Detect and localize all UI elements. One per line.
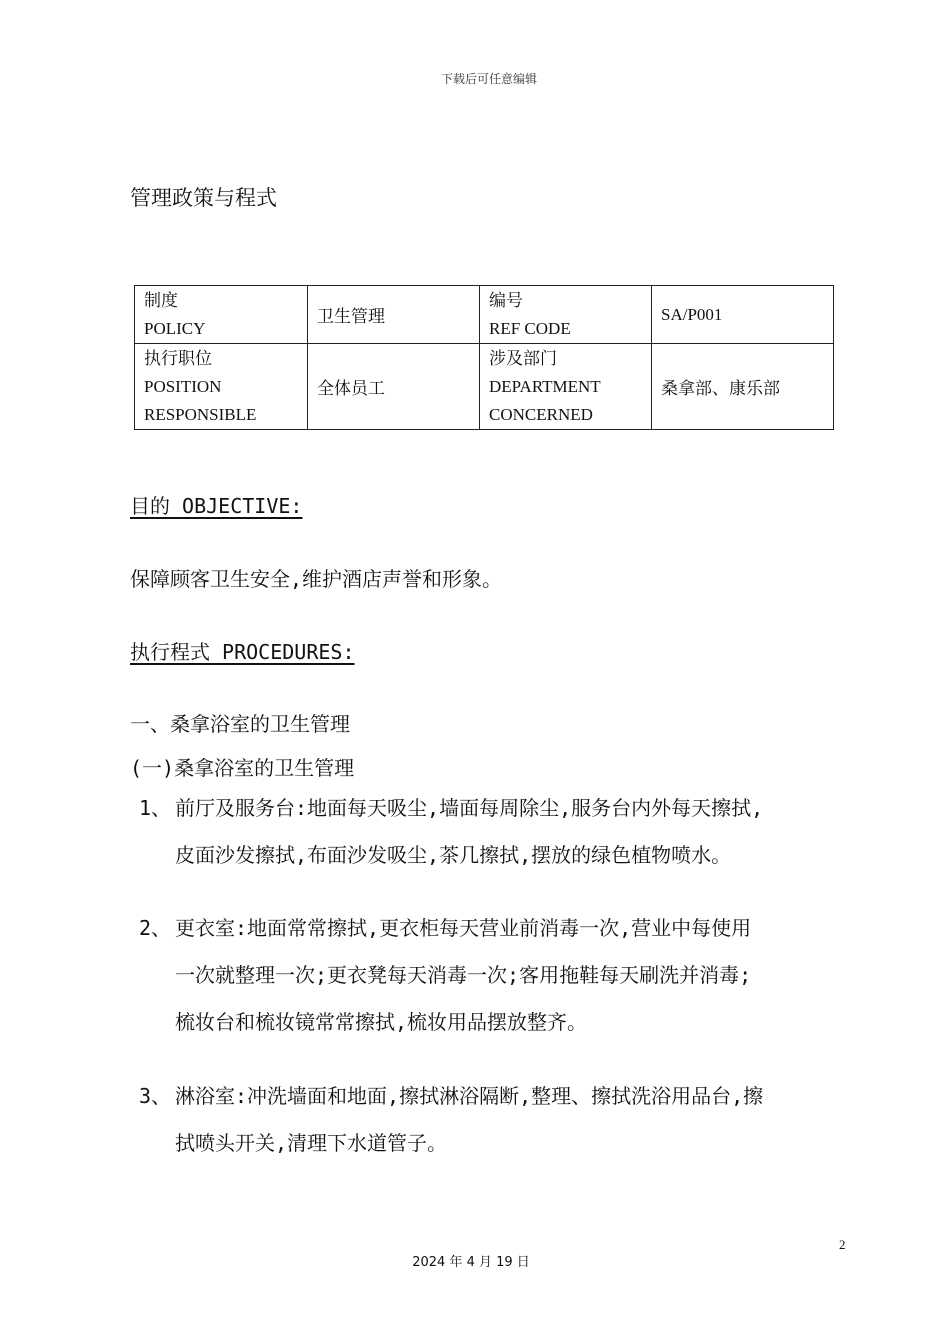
ref-code-value-cell — [652, 286, 834, 344]
item-text-line: 一次就整理一次;更衣凳每天消毒一次;客用拖鞋每天刷洗并消毒; — [175, 963, 752, 987]
item-text-line: 梳妆台和梳妆镜常常擦拭,梳妆用品摆放整齐。 — [175, 1010, 588, 1034]
page-number: 2 — [839, 1237, 846, 1252]
department-label-zh: 涉及部门 — [489, 348, 557, 369]
policy-label-cell — [135, 286, 308, 344]
procedure-item-3 — [139, 1073, 859, 1167]
procedure-item-1 — [139, 785, 859, 879]
item-text-line: 前厅及服务台:地面每天吸尘,墙面每周除尘,服务台内外每天擦拭, — [175, 796, 764, 820]
position-label-zh: 执行职位 — [144, 348, 212, 369]
table-row — [135, 344, 834, 430]
objective-heading: 目的 OBJECTIVE: — [130, 494, 303, 518]
position-value-cell — [308, 344, 480, 430]
department-value: 桑拿部、康乐部 — [661, 379, 780, 399]
ref-code-label-en: REF CODE — [489, 318, 571, 338]
ref-code-label-cell — [480, 286, 652, 344]
subsection-heading: (一)桑拿浴室的卫生管理 — [130, 756, 355, 780]
position-label-en-1: POSITION — [144, 376, 222, 396]
policy-label-en: POLICY — [144, 318, 206, 338]
item-text-line: 皮面沙发擦拭,布面沙发吸尘,茶几擦拭,摆放的绿色植物喷水。 — [175, 843, 732, 867]
section-heading: 一、桑拿浴室的卫生管理 — [130, 712, 350, 736]
item-number: 2、 — [139, 916, 172, 940]
policy-label-zh: 制度 — [144, 290, 178, 311]
policy-value-cell — [308, 286, 480, 344]
position-value: 全体员工 — [317, 379, 385, 399]
footer-date: 2024 年 4 月 19 日 — [412, 1255, 530, 1270]
policy-value: 卫生管理 — [317, 307, 385, 327]
document-title: 管理政策与程式 — [130, 186, 277, 210]
item-text-line: 更衣室:地面常常擦拭,更衣柜每天营业前消毒一次,营业中每使用 — [175, 916, 752, 940]
header-note: 下载后可任意编辑 — [440, 72, 537, 86]
department-label-cell — [480, 344, 652, 430]
department-value-cell — [652, 344, 834, 430]
item-number: 1、 — [139, 796, 172, 820]
ref-code-label-zh: 编号 — [489, 290, 523, 311]
position-label-cell — [135, 344, 308, 430]
policy-info-table — [134, 285, 834, 430]
procedure-item-2 — [139, 905, 859, 1046]
department-label-en-1: DEPARTMENT — [489, 376, 601, 396]
procedures-heading: 执行程式 PROCEDURES: — [130, 640, 355, 664]
table-row — [135, 286, 834, 344]
item-text-line: 淋浴室:冲洗墙面和地面,擦拭淋浴隔断,整理、擦拭洗浴用品台,擦 — [175, 1084, 764, 1108]
position-label-en-2: RESPONSIBLE — [144, 404, 257, 424]
item-number: 3、 — [139, 1084, 172, 1108]
ref-code-value: SA/P001 — [661, 304, 723, 324]
objective-text: 保障顾客卫生安全,维护酒店声誉和形象。 — [130, 567, 503, 591]
department-label-en-2: CONCERNED — [489, 404, 593, 424]
item-text-line: 拭喷头开关,清理下水道管子。 — [175, 1131, 448, 1155]
